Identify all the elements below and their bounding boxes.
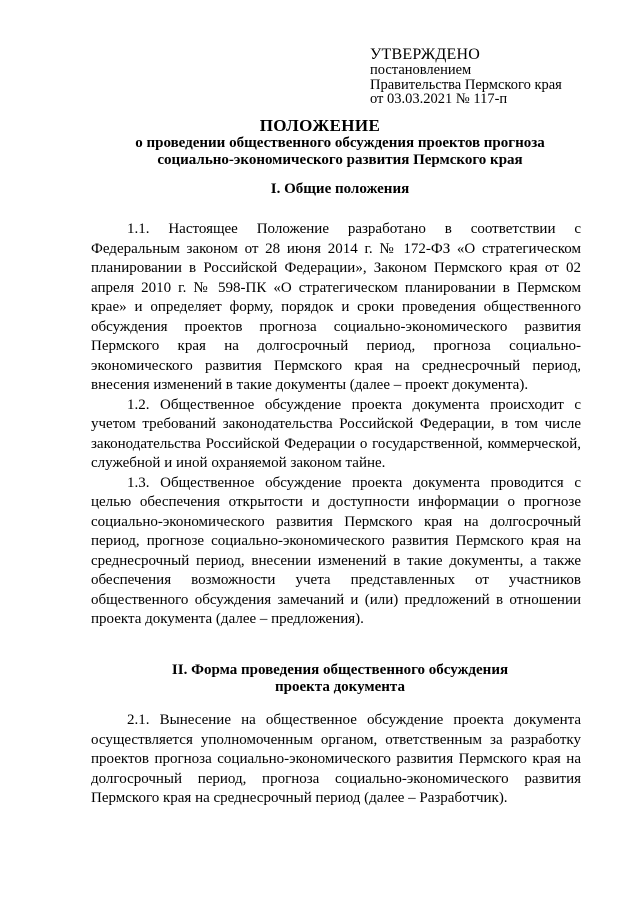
section-2-heading-line-2: проекта документа	[275, 679, 405, 695]
approval-line-3: от 03.03.2021 № 117-п	[370, 91, 508, 107]
approval-line-2: Правительства Пермского края	[370, 76, 562, 93]
document-subtitle	[80, 135, 600, 169]
document-subtitle-line-2: социально-экономического развития Пермского края	[157, 152, 523, 168]
section-2-heading-line-1: II. Форма проведения общественного обсуждения	[171, 662, 509, 678]
approval-line-1: постановлением	[370, 62, 472, 78]
paragraph-1-1: 1.1. Настоящее Положение разработано в соответствии с Федеральным законом от 28 июня 2014 г. № 172-ФЗ «О стратегическом планировании в Российской Федерации», Законом Пермского края от 02 апреля 2010 г. № 598-ПК «О стратегическом планировании в Пермском крае» и определяет форму, порядок и сроки проведения общественного обсуждения проектов прогноза социально-экономического развития Пермского края на долгосрочный период, прогноза социально-экономического развития Пермского края на среднесрочный период, внесения изменений в такие документы (далее – проект документа).	[91, 221, 581, 393]
section-1-body	[91, 220, 581, 630]
section-1-heading: I. Общие положения	[270, 181, 410, 197]
paragraph-1-2: 1.2. Общественное обсуждение проекта документа происходит с учетом требований законодательства Российской Федерации, в том числе законодательства Российской Федерации о государственной, коммерческой, служебной и иной охраняемой законом тайне.	[91, 396, 581, 471]
document-subtitle-line-1: о проведении общественного обсуждения проектов прогноза	[135, 135, 545, 151]
approval-title: УТВЕРЖДЕНО	[370, 46, 481, 63]
approval-stamp	[370, 46, 562, 107]
document-title: ПОЛОЖЕНИЕ	[259, 116, 381, 135]
paragraph-1-3: 1.3. Общественное обсуждение проекта документа проводится с целью обеспечения открытости и доступности информации о прогнозе социально-экономического развития Пермского края на долгосрочный период, прогнозе социально-экономического развития Пермского края на среднесрочный период, внесении изменений в такие документы, а также обеспечения возможности учета представленных от участников общественного обсуждения замечаний и (или) предложений в отношении проекта документа (далее – предложения).	[91, 474, 581, 627]
section-2-heading	[80, 662, 600, 696]
section-2-body	[91, 711, 581, 809]
paragraph-2-1: 2.1. Вынесение на общественное обсуждение проекта документа осуществляется уполномоченным органом, ответственным за разработку проектов прогноза социально-экономического развития Пермского края на долгосрочный период, прогноза социально-экономического развития Пермского края на среднесрочный период (далее – Разработчик).	[91, 712, 581, 806]
